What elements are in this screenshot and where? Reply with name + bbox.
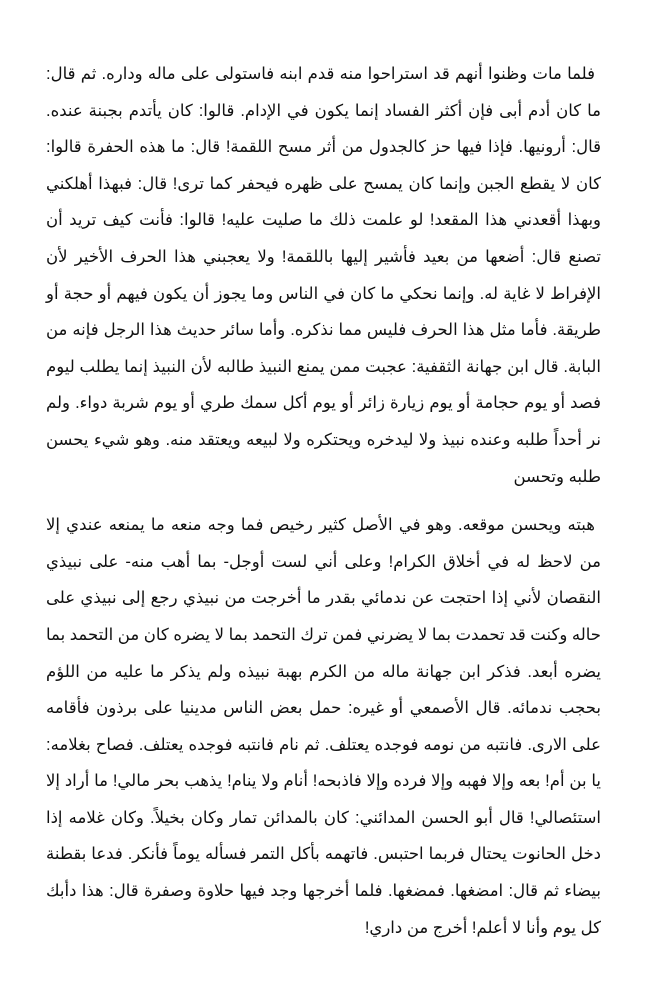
paragraph-2: هبته ويحسن موقعه. وهو في الأصل كثير رخيص فما وجه منعه ما يمنعه عندي إلا من لاحظ له في أخلاق الكرام! وعلى أني لست أوجل- بما أهب منه- على نبيذي النقصان لأني إذا احتجت عن ندمائي بقدر ما أخرجت من نبيذي رجع إلى نبيذي على حاله وكنت قد تحمدت بما لا يضرني فمن ترك التحمد بما لا يضره كان من التحمد بما يضره أبعد. فذكر ابن جهانة ماله من الكرم بهبة نبيذه ولم يذكر ما عليه من اللؤم بحجب ندمائه. قال الأصمعي أو غيره: حمل بعض الناس مدينيا على برذون فأقامه على الارى. فانتبه من نومه فوجده يعتلف. ثم نام فانتبه فوجده يعتلف. فصاح بغلامه: يا بن أم! بعه وإلا فهبه وإلا فرده وإلا فاذبحه! أنام ولا ينام! يذهب بحر مالي! ما أراد إلا استئصالي! قال أبو الحسن المدائني: كان بالمدائن تمار وكان بخيلاً. وكان غلامه إذا دخل الحانوت يحتال فربما احتبس. فاتهمه بأكل التمر فسأله يوماً فأنكر. فدعا بقطنة بيضاء ثم قال: امضغها. فمضغها. فلما أخرجها وجد فيها حلاوة وصفرة قال: هذا دأبك كل يوم وأنا لا أعلم! أخرج من داري! <box>46 516 601 937</box>
paragraph-1: فلما مات وظنوا أنهم قد استراحوا منه قدم ابنه فاستولى على ماله وداره. ثم قال: ما كان أدم أبى فإن أكثر الفساد إنما يكون في الإدام. قالوا: كان يأتدم بجبنة عنده. قال: أرونيها. فإذا فيها حز كالجدول من أثر مسح اللقمة! قال: ما هذه الحفرة قالوا: كان لا يقطع الجبن وإنما كان يمسح على ظهره فيحفر كما ترى! قال: فبهذا أهلكني وبهذا أقعدني هذا المقعد! لو علمت ذلك ما صليت عليه! قالوا: فأنت كيف تريد أن تصنع قال: أضعها من بعيد فأشير إليها باللقمة! ولا يعجبني هذا الحرف الأخير لأن الإفراط لا غاية له. وإنما نحكي ما كان في الناس وما يجوز أن يكون فيهم أو حجة أو طريقة. فأما مثل هذا الحرف فليس مما نذكره. وأما سائر حديث هذا الرجل فإنه من البابة. قال ابن جهانة الثقفية: عجبت ممن يمنع النبيذ طالبه لأن النبيذ إنما يطلب ليوم فصد أو يوم حجامة أو يوم زيارة زائر أو يوم أكل سمك طري أو يوم شربة دواء. ولم نر أحداً طلبه وعنده نبيذ ولا ليدخره ويحتكره ولا لبيعه ويعتقد منه. وهو شيء يحسن طلبه وتحسن <box>46 65 601 486</box>
document-page <box>46 56 601 946</box>
